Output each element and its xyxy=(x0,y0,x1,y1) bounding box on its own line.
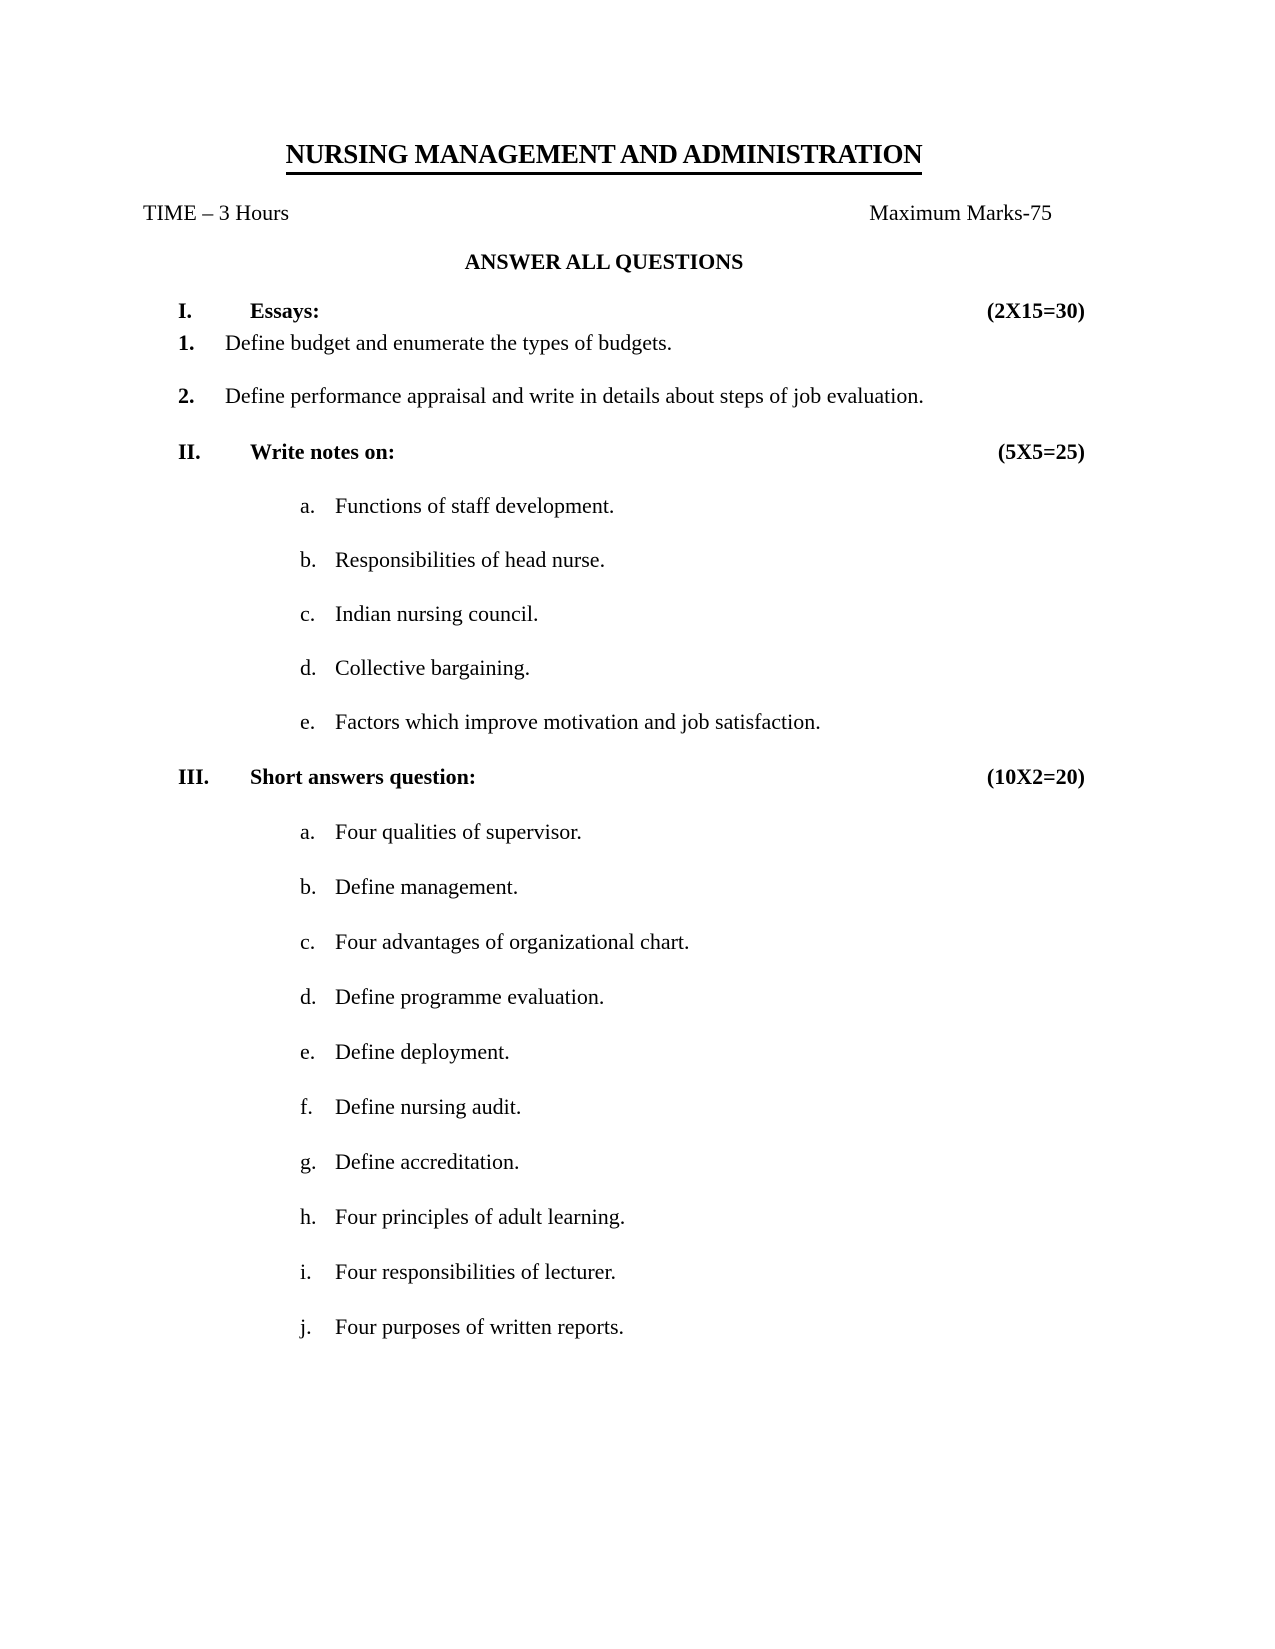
section-marks: (5X5=25) xyxy=(997,439,1085,464)
question-row xyxy=(0,329,1275,356)
list-item-label: b. xyxy=(300,547,317,572)
list-item-text: Define accreditation. xyxy=(335,1149,520,1174)
list-item-label: e. xyxy=(300,1039,316,1064)
list-item xyxy=(0,1038,1275,1065)
list-item xyxy=(0,600,1275,627)
list-item xyxy=(0,708,1275,735)
list-item-label: c. xyxy=(300,601,316,626)
question-text: Define budget and enumerate the types of budgets. xyxy=(225,330,673,355)
list-item-text: Define management. xyxy=(335,874,519,899)
list-item-text: Four qualities of supervisor. xyxy=(335,819,582,844)
question-row xyxy=(0,382,1275,409)
section-numeral: III. xyxy=(178,764,210,789)
list-item xyxy=(0,928,1275,955)
section-numeral: I. xyxy=(178,298,193,323)
list-item-label: h. xyxy=(300,1204,317,1229)
list-item xyxy=(0,983,1275,1010)
list-item xyxy=(0,1313,1275,1340)
list-item-label: f. xyxy=(300,1094,313,1119)
list-item-label: a. xyxy=(300,819,316,844)
question-number: 1. xyxy=(178,330,195,355)
section-marks: (2X15=30) xyxy=(986,298,1085,323)
list-item-label: d. xyxy=(300,984,317,1009)
list-item-label: g. xyxy=(300,1149,317,1174)
list-item-text: Four responsibilities of lecturer. xyxy=(335,1259,617,1284)
section-marks: (10X2=20) xyxy=(986,764,1085,789)
list-item-label: d. xyxy=(300,655,317,680)
page-title: NURSING MANAGEMENT AND ADMINISTRATION xyxy=(286,138,923,175)
list-item-text: Functions of staff development. xyxy=(335,493,615,518)
list-item xyxy=(0,1258,1275,1285)
list-item-text: Define nursing audit. xyxy=(335,1094,522,1119)
list-item-label: i. xyxy=(300,1259,312,1284)
section-heading-essays xyxy=(0,297,1275,324)
list-item-label: a. xyxy=(300,493,316,518)
question-number: 2. xyxy=(178,383,195,408)
instruction-heading: ANSWER ALL QUESTIONS xyxy=(464,249,744,274)
section-heading-notes xyxy=(0,438,1275,465)
list-item-label: c. xyxy=(300,929,316,954)
list-item xyxy=(0,546,1275,573)
list-item xyxy=(0,1093,1275,1120)
section-title: Essays: xyxy=(250,298,320,323)
list-item xyxy=(0,492,1275,519)
list-item-text: Four advantages of organizational chart. xyxy=(335,929,690,954)
section-heading-short-answers xyxy=(0,763,1275,790)
section-numeral: II. xyxy=(178,439,201,464)
list-item-text: Indian nursing council. xyxy=(335,601,539,626)
section-title: Short answers question: xyxy=(250,764,477,789)
list-item-text: Responsibilities of head nurse. xyxy=(335,547,606,572)
list-item-label: j. xyxy=(300,1314,312,1339)
question-text: Define performance appraisal and write in details about steps of job evaluation. xyxy=(225,383,924,408)
list-item-text: Four principles of adult learning. xyxy=(335,1204,626,1229)
list-item xyxy=(0,1148,1275,1175)
list-item-text: Define programme evaluation. xyxy=(335,984,605,1009)
list-item xyxy=(0,1203,1275,1230)
list-item xyxy=(0,818,1275,845)
list-item-label: b. xyxy=(300,874,317,899)
list-item xyxy=(0,654,1275,681)
list-item-text: Collective bargaining. xyxy=(335,655,531,680)
list-item-label: e. xyxy=(300,709,316,734)
title-wrap xyxy=(143,0,1065,175)
time-label: TIME – 3 Hours xyxy=(143,200,290,225)
list-item-text: Four purposes of written reports. xyxy=(335,1314,625,1339)
max-marks-label: Maximum Marks-75 xyxy=(869,200,1052,225)
list-item-text: Define deployment. xyxy=(335,1039,510,1064)
section-title: Write notes on: xyxy=(250,439,396,464)
list-item xyxy=(0,873,1275,900)
list-item-text: Factors which improve motivation and job satisfaction. xyxy=(335,709,821,734)
meta-row xyxy=(0,199,1275,226)
